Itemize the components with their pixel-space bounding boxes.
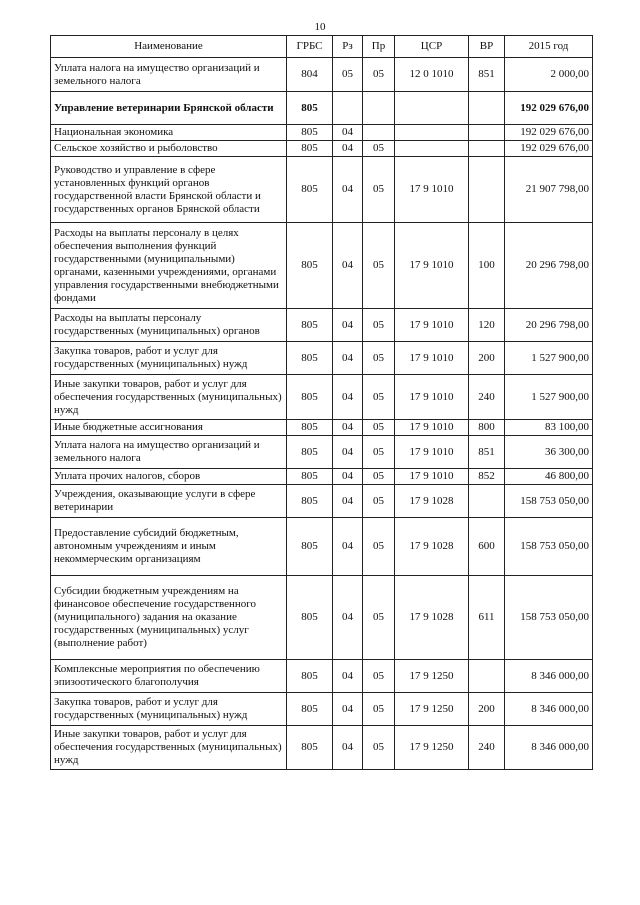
header-year: 2015 год — [505, 36, 593, 58]
row-pr: 05 — [363, 693, 395, 726]
table-row — [51, 342, 593, 375]
row-name: Иные бюджетные ассигнования — [51, 420, 287, 436]
table-row — [51, 58, 593, 92]
row-rz: 05 — [333, 58, 363, 92]
row-csr — [395, 92, 469, 125]
row-amount: 46 800,00 — [505, 469, 593, 485]
row-grbs: 805 — [287, 141, 333, 157]
row-vr — [469, 141, 505, 157]
row-csr: 12 0 1010 — [395, 58, 469, 92]
row-rz: 04 — [333, 157, 363, 223]
row-name: Комплексные мероприятия по обеспечению эпизоотического благополучия — [51, 660, 287, 693]
row-pr: 05 — [363, 469, 395, 485]
row-name: Иные закупки товаров, работ и услуг для обеспечения государственных (муниципальных) нужд — [51, 375, 287, 420]
row-amount: 8 346 000,00 — [505, 693, 593, 726]
table-header-row — [51, 36, 593, 58]
row-csr — [395, 141, 469, 157]
table-row — [51, 375, 593, 420]
row-grbs: 805 — [287, 576, 333, 660]
row-name: Расходы на выплаты персоналу государственных (муниципальных) органов — [51, 309, 287, 342]
row-vr: 851 — [469, 436, 505, 469]
row-pr — [363, 92, 395, 125]
row-vr: 120 — [469, 309, 505, 342]
row-amount: 192 029 676,00 — [505, 92, 593, 125]
row-name: Руководство и управление в сфере установленных функций органов государственной власти Брянской области и государственных органов Брянской области — [51, 157, 287, 223]
row-grbs: 805 — [287, 342, 333, 375]
row-grbs: 805 — [287, 157, 333, 223]
row-grbs: 805 — [287, 660, 333, 693]
row-name: Иные закупки товаров, работ и услуг для обеспечения государственных (муниципальных) нужд — [51, 726, 287, 770]
row-pr: 05 — [363, 342, 395, 375]
table-row — [51, 693, 593, 726]
row-pr: 05 — [363, 58, 395, 92]
row-vr: 852 — [469, 469, 505, 485]
row-vr: 240 — [469, 726, 505, 770]
row-amount: 158 753 050,00 — [505, 518, 593, 576]
row-pr: 05 — [363, 375, 395, 420]
row-csr: 17 9 1010 — [395, 375, 469, 420]
row-grbs: 805 — [287, 92, 333, 125]
row-amount: 1 527 900,00 — [505, 342, 593, 375]
row-pr: 05 — [363, 309, 395, 342]
row-vr — [469, 660, 505, 693]
table-row — [51, 309, 593, 342]
table-row — [51, 576, 593, 660]
row-csr: 17 9 1250 — [395, 660, 469, 693]
row-grbs: 805 — [287, 125, 333, 141]
row-csr: 17 9 1010 — [395, 309, 469, 342]
row-csr: 17 9 1010 — [395, 342, 469, 375]
row-vr: 611 — [469, 576, 505, 660]
row-pr — [363, 125, 395, 141]
row-pr: 05 — [363, 726, 395, 770]
row-name: Сельское хозяйство и рыболовство — [51, 141, 287, 157]
row-grbs: 805 — [287, 309, 333, 342]
row-csr: 17 9 1250 — [395, 726, 469, 770]
row-csr: 17 9 1010 — [395, 436, 469, 469]
row-csr — [395, 125, 469, 141]
row-amount: 8 346 000,00 — [505, 726, 593, 770]
row-rz: 04 — [333, 436, 363, 469]
row-amount: 2 000,00 — [505, 58, 593, 92]
row-amount: 20 296 798,00 — [505, 223, 593, 309]
row-rz: 04 — [333, 469, 363, 485]
row-grbs: 805 — [287, 420, 333, 436]
table-row — [51, 125, 593, 141]
row-grbs: 805 — [287, 223, 333, 309]
row-csr: 17 9 1250 — [395, 693, 469, 726]
row-vr — [469, 157, 505, 223]
row-vr — [469, 92, 505, 125]
row-rz: 04 — [333, 576, 363, 660]
header-vr: ВР — [469, 36, 505, 58]
row-name: Расходы на выплаты персоналу в целях обеспечения выполнения функций государственными (муниципальными) органами, казенными учреждениями, органами управления государственными внебюджетными фондами — [51, 223, 287, 309]
row-pr: 05 — [363, 420, 395, 436]
table-row — [51, 518, 593, 576]
row-rz: 04 — [333, 693, 363, 726]
row-grbs: 805 — [287, 469, 333, 485]
row-rz: 04 — [333, 485, 363, 518]
row-vr: 200 — [469, 342, 505, 375]
row-amount: 83 100,00 — [505, 420, 593, 436]
row-csr: 17 9 1028 — [395, 485, 469, 518]
row-rz: 04 — [333, 518, 363, 576]
table-row — [51, 485, 593, 518]
table-row — [51, 660, 593, 693]
row-name: Уплата прочих налогов, сборов — [51, 469, 287, 485]
row-amount: 36 300,00 — [505, 436, 593, 469]
row-amount: 20 296 798,00 — [505, 309, 593, 342]
row-csr: 17 9 1010 — [395, 223, 469, 309]
row-name: Национальная экономика — [51, 125, 287, 141]
row-amount: 192 029 676,00 — [505, 141, 593, 157]
row-name: Уплата налога на имущество организаций и земельного налога — [51, 58, 287, 92]
header-name: Наименование — [51, 36, 287, 58]
row-pr: 05 — [363, 518, 395, 576]
row-vr — [469, 125, 505, 141]
row-rz: 04 — [333, 660, 363, 693]
row-rz: 04 — [333, 125, 363, 141]
row-vr: 600 — [469, 518, 505, 576]
row-grbs: 804 — [287, 58, 333, 92]
row-csr: 17 9 1010 — [395, 469, 469, 485]
row-vr: 240 — [469, 375, 505, 420]
row-amount: 8 346 000,00 — [505, 660, 593, 693]
header-csr: ЦСР — [395, 36, 469, 58]
budget-table — [50, 35, 593, 770]
row-grbs: 805 — [287, 693, 333, 726]
row-pr: 05 — [363, 157, 395, 223]
row-vr: 800 — [469, 420, 505, 436]
table-row — [51, 223, 593, 309]
row-csr: 17 9 1028 — [395, 576, 469, 660]
row-name: Учреждения, оказывающие услуги в сфере ветеринарии — [51, 485, 287, 518]
table-row — [51, 436, 593, 469]
header-rz: Рз — [333, 36, 363, 58]
row-name: Закупка товаров, работ и услуг для государственных (муниципальных) нужд — [51, 693, 287, 726]
row-rz: 04 — [333, 375, 363, 420]
row-csr: 17 9 1028 — [395, 518, 469, 576]
row-name: Управление ветеринарии Брянской области — [51, 92, 287, 125]
row-rz: 04 — [333, 420, 363, 436]
table-row — [51, 141, 593, 157]
row-grbs: 805 — [287, 375, 333, 420]
row-csr: 17 9 1010 — [395, 157, 469, 223]
table-row — [51, 420, 593, 436]
row-vr: 200 — [469, 693, 505, 726]
row-rz: 04 — [333, 141, 363, 157]
row-vr: 851 — [469, 58, 505, 92]
row-name: Закупка товаров, работ и услуг для государственных (муниципальных) нужд — [51, 342, 287, 375]
row-amount: 1 527 900,00 — [505, 375, 593, 420]
table-row — [51, 92, 593, 125]
row-pr: 05 — [363, 141, 395, 157]
row-grbs: 805 — [287, 485, 333, 518]
row-rz: 04 — [333, 726, 363, 770]
row-csr: 17 9 1010 — [395, 420, 469, 436]
row-grbs: 805 — [287, 726, 333, 770]
row-vr: 100 — [469, 223, 505, 309]
row-amount: 158 753 050,00 — [505, 576, 593, 660]
row-name: Субсидии бюджетным учреждениям на финансовое обеспечение государственного (муниципального) задания на оказание государственных (муниципальных) услуг (выполнение работ) — [51, 576, 287, 660]
table-row — [51, 726, 593, 770]
row-amount: 158 753 050,00 — [505, 485, 593, 518]
row-pr: 05 — [363, 660, 395, 693]
row-amount: 21 907 798,00 — [505, 157, 593, 223]
row-grbs: 805 — [287, 436, 333, 469]
row-pr: 05 — [363, 223, 395, 309]
row-amount: 192 029 676,00 — [505, 125, 593, 141]
row-pr: 05 — [363, 436, 395, 469]
table-row — [51, 469, 593, 485]
row-rz: 04 — [333, 342, 363, 375]
table-row — [51, 157, 593, 223]
row-rz: 04 — [333, 223, 363, 309]
header-grbs: ГРБС — [287, 36, 333, 58]
row-grbs: 805 — [287, 518, 333, 576]
row-rz: 04 — [333, 309, 363, 342]
header-pr: Пр — [363, 36, 395, 58]
row-name: Уплата налога на имущество организаций и земельного налога — [51, 436, 287, 469]
row-pr: 05 — [363, 576, 395, 660]
row-vr — [469, 485, 505, 518]
row-rz — [333, 92, 363, 125]
row-name: Предоставление субсидий бюджетным, автономным учреждениям и иным некоммерческим организациям — [51, 518, 287, 576]
row-pr: 05 — [363, 485, 395, 518]
page-number: 10 — [314, 21, 326, 33]
